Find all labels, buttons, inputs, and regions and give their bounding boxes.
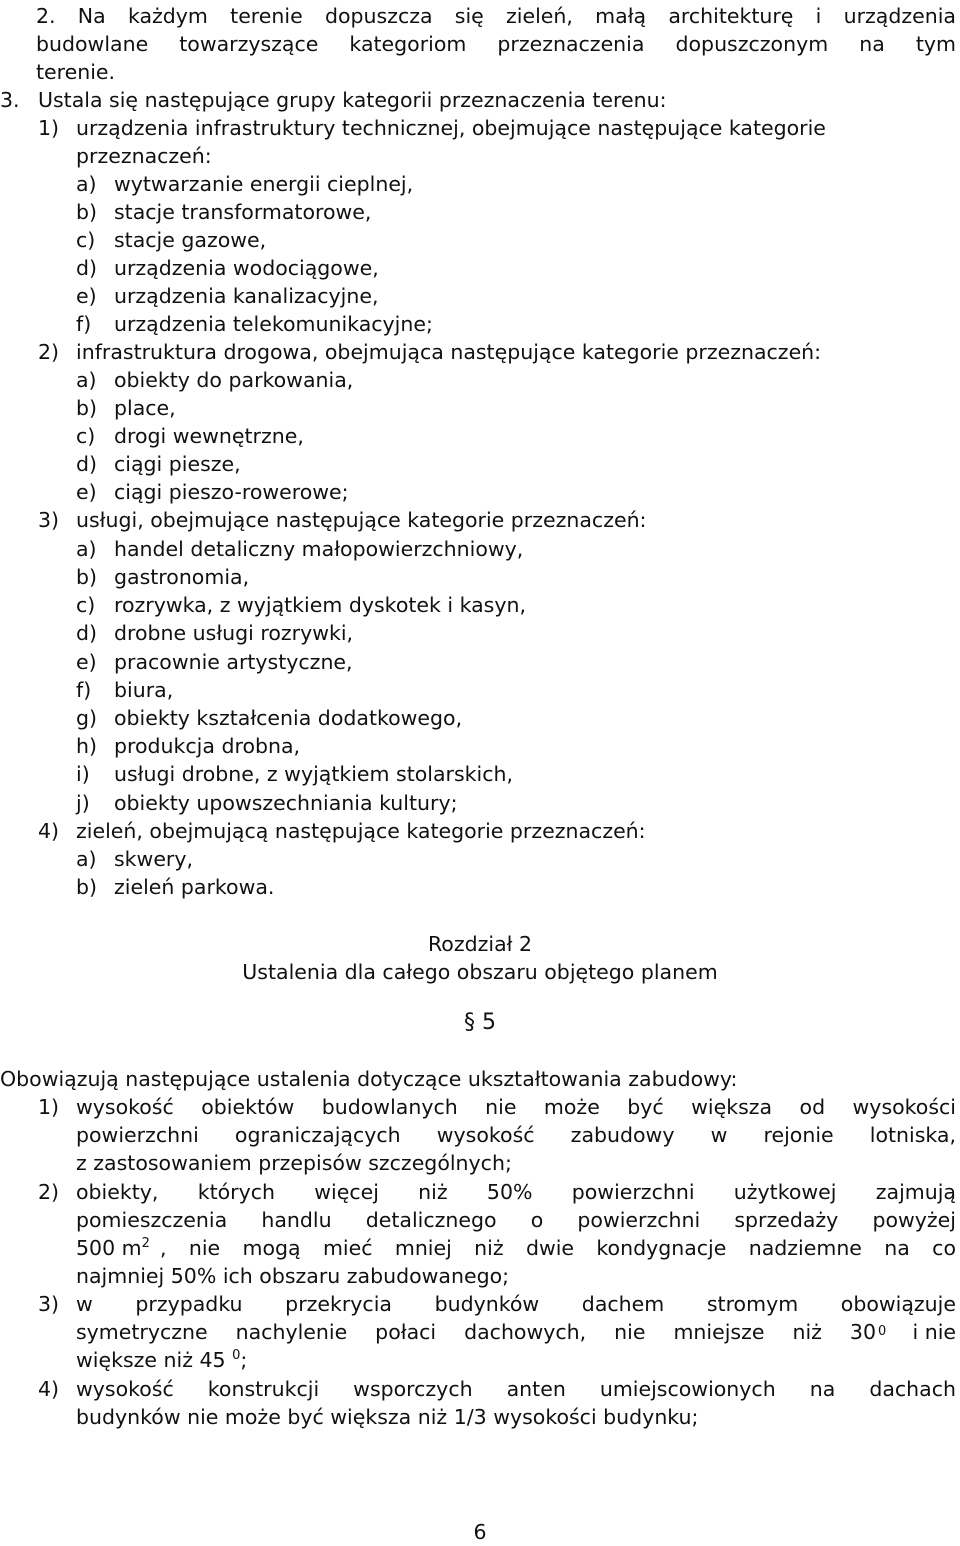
item-marker: j) <box>76 791 90 815</box>
item-marker: e) <box>76 284 97 308</box>
item-marker: d) <box>76 256 98 280</box>
list-item: usługi drobne, z wyjątkiem stolarskich, <box>114 762 514 786</box>
group-number: 4) <box>38 819 60 843</box>
point-line: pomieszczenia handlu detalicznego o powierzchni sprzedaży powyżej <box>76 1208 956 1232</box>
item-marker: e) <box>76 650 97 674</box>
group-heading-cont: przeznaczeń: <box>76 144 212 168</box>
chapter-title: Ustalenia dla całego obszaru objętego planem <box>242 960 718 984</box>
list-item: handel detaliczny małopowierzchniowy, <box>114 537 524 561</box>
item-marker: b) <box>76 875 98 899</box>
item-marker: b) <box>76 565 98 589</box>
list-item: urządzenia kanalizacyjne, <box>114 284 379 308</box>
list-item: ciągi piesze, <box>114 452 241 476</box>
section-intro: Obowiązują następujące ustalenia dotyczące ukształtowania zabudowy: <box>0 1067 738 1091</box>
list-item: wytwarzanie energii cieplnej, <box>114 172 414 196</box>
item-marker: f) <box>76 312 92 336</box>
point-line: budynków nie może być większa niż 1/3 wysokości budynku; <box>76 1405 699 1429</box>
list-item: gastronomia, <box>114 565 250 589</box>
list-item: drogi wewnętrzne, <box>114 424 304 448</box>
point-number: 1) <box>38 1095 60 1119</box>
page-number: 6 <box>473 1520 487 1544</box>
list-item: urządzenia wodociągowe, <box>114 256 379 280</box>
section-mark: § 5 <box>464 1010 496 1035</box>
group-number: 1) <box>38 116 60 140</box>
point-line <box>76 1346 247 1374</box>
group-number: 2) <box>38 340 60 364</box>
item-marker: a) <box>76 172 97 196</box>
list-item: stacje gazowe, <box>114 228 267 252</box>
item-marker: b) <box>76 200 98 224</box>
item-marker: g) <box>76 706 98 730</box>
point-line: symetryczne nachylenie połaci dachowych, nie mniejsze niż 30 <box>76 1320 876 1344</box>
item-marker: c) <box>76 593 96 617</box>
item-marker: f) <box>76 678 92 702</box>
angle-degree: 0 <box>232 1348 241 1364</box>
list-item: obiekty kształcenia dodatkowego, <box>114 706 463 730</box>
punctuation: ; <box>240 1348 248 1372</box>
group-heading: urządzenia infrastruktury technicznej, obejmujące następujące kategorie <box>76 116 826 140</box>
area-exponent: 2 <box>141 1236 150 1252</box>
list-item: place, <box>114 396 176 420</box>
list-item: drobne usługi rozrywki, <box>114 621 354 645</box>
list-item: produkcja drobna, <box>114 734 301 758</box>
angle-degree: 0 <box>878 1324 887 1339</box>
para3-number: 3. <box>0 88 20 112</box>
group-heading: usługi, obejmujące następujące kategorie przeznaczeń: <box>76 508 647 532</box>
point-line: najmniej 50% ich obszaru zabudowanego; <box>76 1264 510 1288</box>
list-item: ciągi pieszo-rowerowe; <box>114 480 349 504</box>
point-number: 4) <box>38 1377 60 1401</box>
point-line: obiekty, których więcej niż 50% powierzchni użytkowej zajmują <box>76 1180 956 1204</box>
para2-line2: budowlane towarzyszące kategoriom przeznaczenia dopuszczonym na tym <box>36 32 956 56</box>
chapter-label: Rozdział 2 <box>427 932 533 956</box>
item-marker: a) <box>76 847 97 871</box>
group-heading: zieleń, obejmującą następujące kategorie przeznaczeń: <box>76 819 646 843</box>
point-line: w przypadku przekrycia budynków dachem stromym obowiązuje <box>76 1292 956 1316</box>
group-heading: infrastruktura drogowa, obejmująca następujące kategorie przeznaczeń: <box>76 340 822 364</box>
point-line-end: i nie <box>912 1320 956 1344</box>
point-line: z zastosowaniem przepisów szczególnych; <box>76 1151 512 1175</box>
point-line: powierzchni ograniczających wysokość zabudowy w rejonie lotniska, <box>76 1123 956 1147</box>
list-item: urządzenia telekomunikacyjne; <box>114 312 433 336</box>
list-item: zieleń parkowa. <box>114 875 275 899</box>
para2-line1: 2. Na każdym terenie dopuszcza się zieleń, małą architekturę i urządzenia <box>36 4 956 28</box>
list-item: rozrywka, z wyjątkiem dyskotek i kasyn, <box>114 593 527 617</box>
item-marker: c) <box>76 228 96 252</box>
item-marker: a) <box>76 368 97 392</box>
item-marker: c) <box>76 424 96 448</box>
item-marker: d) <box>76 452 98 476</box>
item-marker: h) <box>76 734 97 758</box>
list-item: obiekty upowszechniania kultury; <box>114 791 458 815</box>
area-value: 500 m <box>76 1236 142 1260</box>
list-item: pracownie artystyczne, <box>114 650 353 674</box>
point-number: 2) <box>38 1180 60 1204</box>
para3-intro: Ustala się następujące grupy kategorii przeznaczenia terenu: <box>38 88 667 112</box>
point-line: , nie mogą mieć mniej niż dwie kondygnacje nadziemne na co <box>160 1236 956 1260</box>
point-line-area <box>76 1234 150 1262</box>
item-marker: d) <box>76 621 98 645</box>
item-marker: b) <box>76 396 98 420</box>
para2-line3: terenie. <box>36 60 116 84</box>
point-number: 3) <box>38 1292 60 1316</box>
list-item: skwery, <box>114 847 194 871</box>
item-marker: a) <box>76 537 97 561</box>
group-number: 3) <box>38 508 60 532</box>
list-item: biura, <box>114 678 174 702</box>
point-line: wysokość konstrukcji wsporczych anten umiejscowionych na dachach <box>76 1377 956 1401</box>
item-marker: e) <box>76 480 97 504</box>
list-item: obiekty do parkowania, <box>114 368 354 392</box>
item-marker: i) <box>76 762 90 786</box>
angle-value: większe niż 45 <box>76 1348 226 1372</box>
point-line: wysokość obiektów budowlanych nie może być większa od wysokości <box>76 1095 956 1119</box>
list-item: stacje transformatorowe, <box>114 200 372 224</box>
